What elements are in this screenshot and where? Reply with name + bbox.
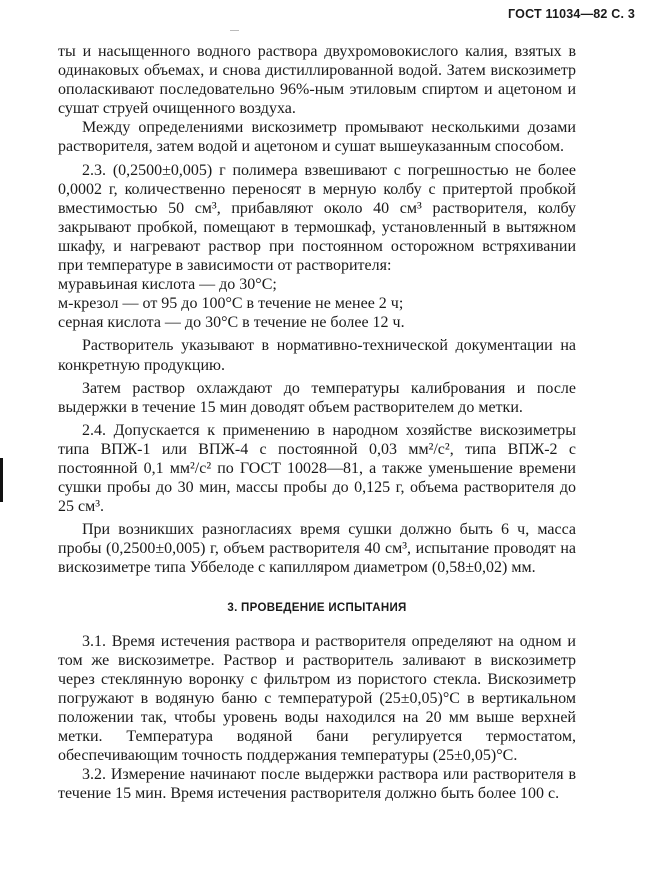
clause-3-1: 3.1. Время истечения раствора и растворителя определяют на одном и том же вискозиметре. Раствор и растворитель заливают в вискозиметр через стеклянную воронку с фильтром из пористого стекла. Вискозиметр погружают в водяную баню с температурой (25±0,05)°С в вертикальном положении так, чтобы уровень воды находился на 20 мм выше верхней метки. Температура водяной бани регулируется термостатом, обеспечивающим точность поддержания температуры (25±0,05)°С. xyxy=(58,632,576,765)
paragraph-disputes: При возникших разногласиях время сушки должно быть 6 ч, масса пробы (0,2500±0,005) г, объем растворителя 40 см³, испытание проводят на вискозиметре типа Уббелоде с капилляром диаметром (0,58±0,02) мм. xyxy=(58,521,576,577)
text-block xyxy=(58,42,576,803)
solvent-list-item: м-крезол — от 95 до 100°С в течение не менее 2 ч; xyxy=(58,295,404,313)
paragraph-cooling: Затем раствор охлаждают до температуры калибрования и после выдержки в течение 15 мин доводят объем растворителем до метки. xyxy=(58,379,576,416)
margin-bar xyxy=(0,458,3,502)
paragraph-solvent-note: Растворитель указывают в нормативно-технической документации на конкретную продукцию. xyxy=(58,337,576,374)
solvent-list-item: муравьиная кислота — до 30°С; xyxy=(58,276,277,294)
solvent-list-item: серная кислота — до 30°С в течение не более 12 ч. xyxy=(58,314,405,332)
scan-mark xyxy=(230,30,239,31)
section-heading: 3. ПРОВЕДЕНИЕ ИСПЫТАНИЯ xyxy=(227,601,407,614)
page-header: ГОСТ 11034—82 С. 3 xyxy=(508,7,635,21)
clause-3-2: 3.2. Измерение начинают после выдержки раствора или растворителя в течение 15 мин. Время истечения растворителя должно быть более 100 с. xyxy=(58,766,576,803)
paragraph-rinsing: Между определениями вискозиметр промывают несколькими дозами растворителя, затем водой и ацетоном и сушат вышеуказанным способом. xyxy=(58,119,576,156)
clause-2-4: 2.4. Допускается к применению в народном хозяйстве вискозиметры типа ВПЖ-1 или ВПЖ-4 с постоянной 0,03 мм²/с², типа ВПЖ-2 с постоянной 0,1 мм²/с² по ГОСТ 10028—81, а также уменьшение времени сушки пробы до 30 мин, массы пробы до 0,125 г, объема растворителя до 25 см³. xyxy=(58,421,576,516)
clause-2-3: 2.3. (0,2500±0,005) г полимера взвешивают с погрешностью не более 0,0002 г, количественно переносят в мерную колбу с притертой пробкой вместимостью 50 см³, прибавляют около 40 см³ растворителя, колбу закрывают пробкой, помещают в термошкаф, установленный в вытяжном шкафу, и нагревают раствор при постоянном осторожном встряхивании при температуре в зависимости от растворителя: xyxy=(58,161,576,275)
paragraph-continuation: ты и насыщенного водного раствора двухромовокислого калия, взятых в одинаковых объемах, и снова дистиллированной водой. Затем вискозиметр ополаскивают последовательно 96%-ным этиловым спиртом и ацетоном и сушат струей очищенного воздуха. xyxy=(58,43,576,118)
